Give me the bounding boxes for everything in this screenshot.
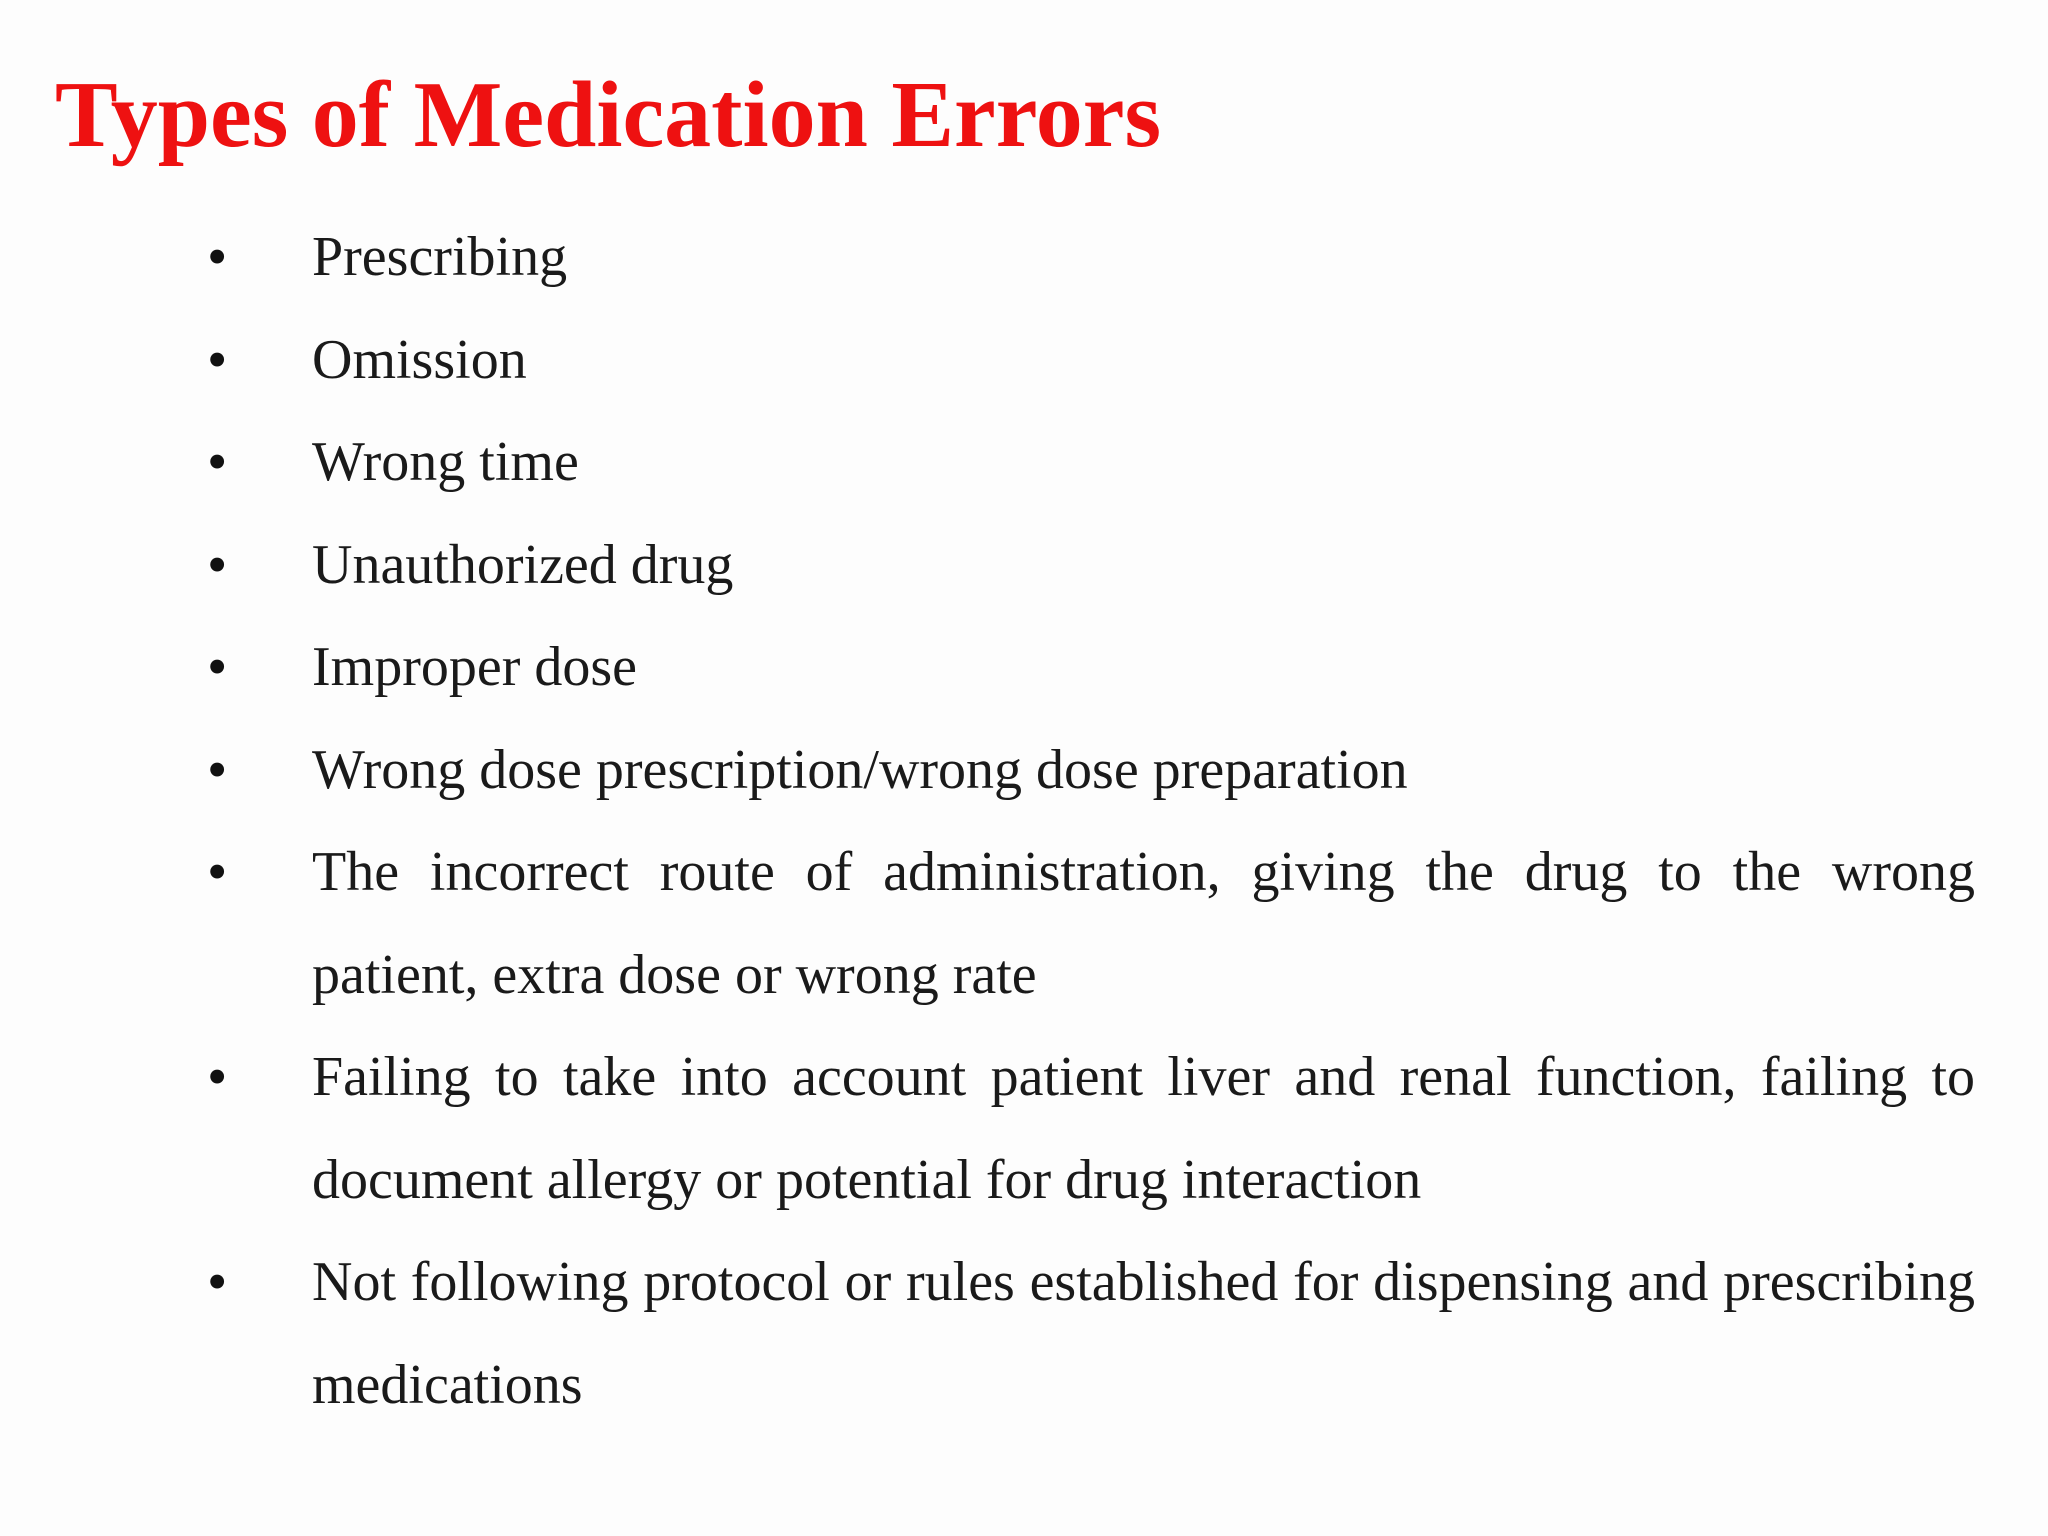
list-item-text: Improper dose [312,636,638,698]
bullet-icon: • [207,634,228,699]
list-item [205,309,1975,412]
list-item-text: Unauthorized drug [312,533,734,596]
bullet-icon: • [207,736,228,802]
list-item [205,514,1975,617]
bullet-icon: • [207,531,228,597]
bullet-icon: • [207,429,228,494]
list-item [205,821,1975,1026]
list-item-text: The incorrect route of administration, giving the drug to the wrong patient, extra dose or wrong rate [312,841,1975,1006]
list-item [205,719,1975,822]
bullet-icon: • [207,839,228,904]
list-item [205,1231,1975,1436]
list-item-text: Omission [312,328,527,391]
list-item-text: Failing to take into account patient liver and renal function, failing to document allergy or potential for drug interaction [312,1046,1975,1211]
list-item [205,1026,1975,1231]
list-item-text: Wrong dose prescription/wrong dose preparation [312,738,1408,801]
list-item-text: Wrong time [312,431,579,493]
bullet-icon: • [207,1044,228,1109]
list-item [205,206,1975,309]
error-types-list [205,206,1975,1436]
list-item [205,411,1975,514]
bullet-icon: • [207,1249,228,1314]
list-item [205,616,1975,719]
bullet-icon: • [207,224,228,289]
slide-title: Types of Medication Errors [55,63,1162,167]
list-item-text: Prescribing [312,226,568,288]
bullet-icon: • [207,326,228,392]
list-item-text: Not following protocol or rules established for dispensing and prescribing medications [312,1251,1975,1416]
